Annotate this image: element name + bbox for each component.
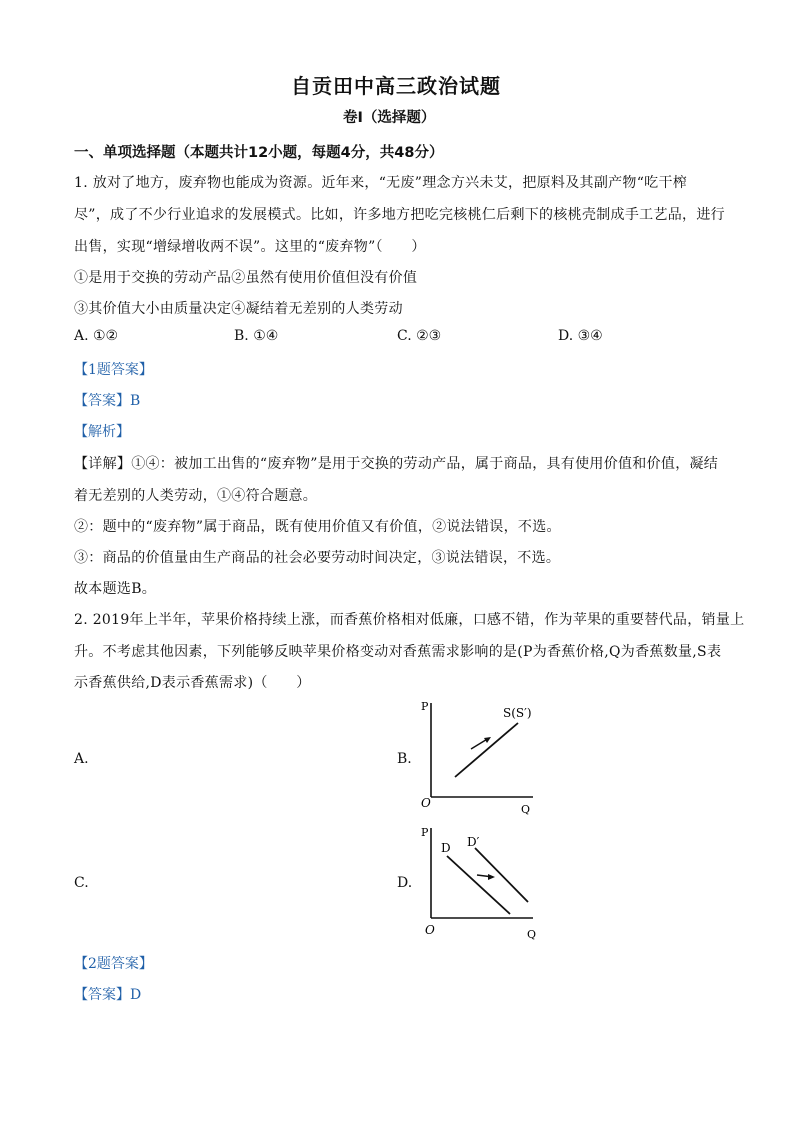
q2-stem-line: 示香蕉供给,D表示香蕉需求)（ ） <box>74 675 311 691</box>
q1-analysis-line: 【详解】①④：被加工出售的“废弃物”是用于交换的劳动产品，属于商品，具有使用价值和价值，凝结 <box>74 456 719 472</box>
q1-stem-line: 1. 放对了地方，废弃物也能成为资源。近年来，“无废”理念方兴未艾，把原料及其副产物“吃干榨 <box>74 175 688 191</box>
q2-option-d: D. <box>397 875 413 891</box>
graph-b <box>415 695 545 820</box>
graph-b-p-label: P <box>421 700 429 713</box>
q1-option-d: D. ③④ <box>558 328 603 344</box>
section-heading: 一、单项选择题（本题共计12小题，每题4分，共48分） <box>74 145 444 161</box>
graph-d <box>415 822 545 947</box>
q1-analysis-line: 着无差别的人类劳动，①④符合题意。 <box>74 488 318 504</box>
q1-answer-tag: 【1题答案】 <box>74 362 153 378</box>
q1-analysis-tag: 【解析】 <box>74 424 130 440</box>
page-subtitle: 卷Ⅰ（选择题） <box>343 110 436 126</box>
q1-option-a: A. ①② <box>74 328 119 344</box>
graph-b-curve-label: S(S′) <box>503 706 532 720</box>
q2-option-c: C. <box>74 875 89 891</box>
q1-statement: ①是用于交换的劳动产品②虽然有使用价值但没有价值 <box>74 270 418 286</box>
graph-d-demand-curve <box>447 856 510 914</box>
q1-analysis-line: 故本题选B。 <box>74 581 157 597</box>
q2-option-b: B. <box>397 751 412 767</box>
graph-d-curve1-label: D <box>441 841 451 855</box>
q1-statement: ③其价值大小由质量决定④凝结着无差别的人类劳动 <box>74 301 403 317</box>
q1-analysis-line: ③：商品的价值量由生产商品的社会必要劳动时间决定，③说法错误，不选。 <box>74 550 561 566</box>
graph-b-q-label: Q <box>521 803 531 816</box>
q1-stem-line: 尽”，成了不少行业追求的发展模式。比如，许多地方把吃完核桃仁后剩下的核桃壳制成手工艺品，进行 <box>74 207 725 223</box>
q2-stem-line: 2. 2019年上半年，苹果价格持续上涨，而香蕉价格相对低廉，口感不错，作为苹果的重要替代品，销量上 <box>74 612 745 628</box>
q1-stem-line: 出售，实现“增绿增收两不误”。这里的“废弃物”（ ） <box>74 239 426 255</box>
q1-option-b: B. ①④ <box>234 328 279 344</box>
graph-d-demand-curve-shifted <box>475 848 528 902</box>
graph-d-curve2-label: D′ <box>467 835 480 849</box>
q1-answer: 【答案】B <box>74 393 141 409</box>
graph-d-arrow-head <box>488 874 495 880</box>
graph-b-supply-curve <box>455 723 518 777</box>
page-title: 自贡田中高三政治试题 <box>291 74 501 98</box>
q2-option-a: A. <box>74 751 89 767</box>
q2-stem-line: 升。不考虑其他因素，下列能够反映苹果价格变动对香蕉需求影响的是(P为香蕉价格,Q为香蕉数量,S表 <box>74 644 722 660</box>
q1-analysis-line: ②：题中的“废弃物”属于商品，既有使用价值又有价值，②说法错误，不选。 <box>74 519 561 535</box>
q2-answer: 【答案】D <box>74 987 142 1003</box>
graph-d-p-label: P <box>421 826 429 839</box>
graph-d-q-label: Q <box>527 928 537 941</box>
graph-d-origin: O <box>425 923 435 937</box>
q2-answer-tag: 【2题答案】 <box>74 956 153 972</box>
graph-b-origin: O <box>421 796 431 810</box>
q1-option-c: C. ②③ <box>397 328 442 344</box>
